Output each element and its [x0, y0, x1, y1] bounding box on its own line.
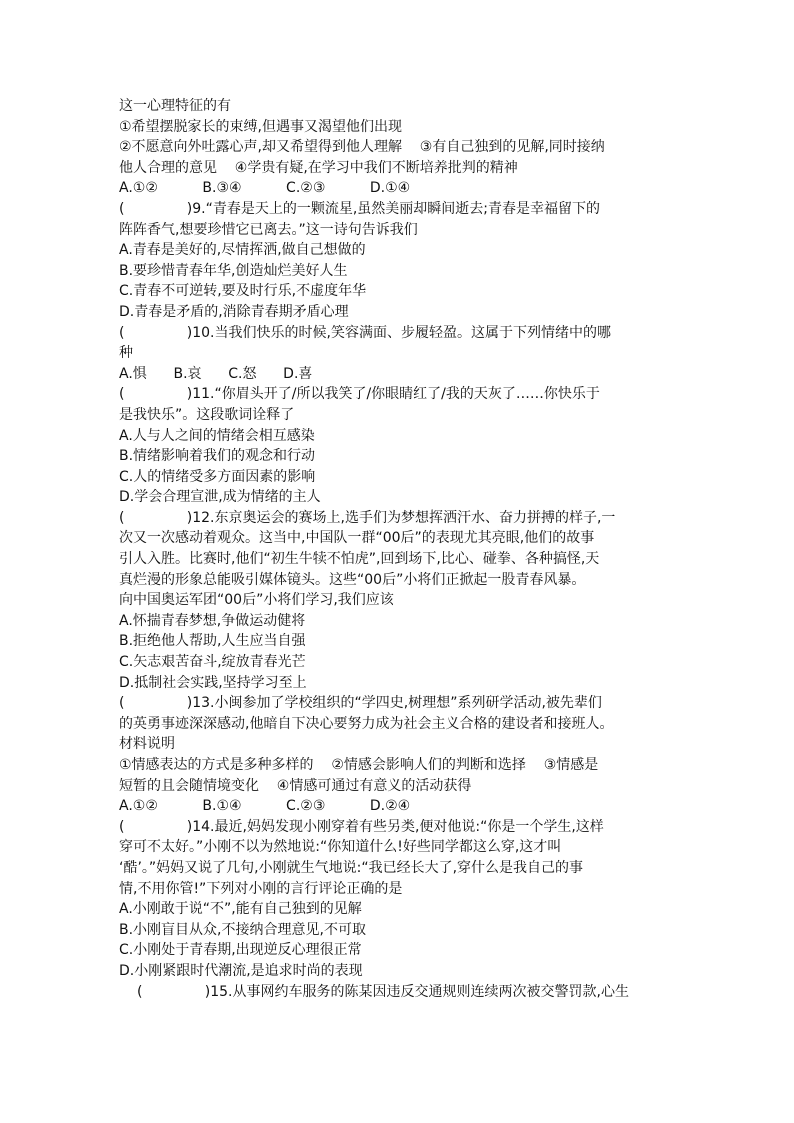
text-line: ‘酷’。”妈妈又说了几句,小刚就生气地说:“我已经长大了,穿什么是我自己的事: [119, 859, 584, 876]
text-line: C.青春不可逆转,要及时行乐,不虚度年华: [119, 283, 367, 300]
text-line: 这一心理特征的有: [119, 98, 231, 114]
text-line: C.小刚处于青春期,出现逆反心理很正常: [119, 942, 362, 959]
text-line: 的英勇事迹深深感动,他暗自下决心要努力成为社会主义合格的建设者和接班人。: [119, 715, 614, 732]
text-line: B.要珍惜青春年华,创造灿烂美好人生: [119, 262, 348, 279]
text-line: C.矢志艰苦奋斗,绽放青春光芒: [119, 654, 306, 671]
text-line: A.怀揣青春梦想,争做运动健将: [119, 612, 306, 629]
text-line: A.小刚敢于说“不”,能有自己独到的见解: [119, 901, 362, 918]
text-line: 向中国奥运军团“00后”小将们学习,我们应该: [119, 592, 394, 609]
text-line: 真烂漫的形象总能吸引媒体镜头。这些“00后”小将们正掀起一股青春风暴。: [119, 571, 586, 588]
text-line: D.小刚紧跟时代潮流,是追求时尚的表现: [119, 962, 363, 979]
text-line: ( )12.东京奥运会的赛场上,选手们为梦想挥洒汗水、奋力拼搏的样子,一: [119, 509, 616, 526]
text-line: ( )15.从事网约车服务的陈某因违反交通规则连续两次被交警罚款,心生: [137, 983, 629, 1000]
text-line: 穿可不太好。”小刚不以为然地说:“你知道什么!好些同学都这么穿,这才叫: [119, 839, 562, 856]
text-line: B.拒绝他人帮助,人生应当自强: [119, 633, 306, 650]
text-line: D.抵制社会实践,坚持学习至上: [119, 674, 307, 691]
text-line: A.①② B.①④ C.②③ D.②④: [119, 798, 411, 815]
text-line: B.小刚盲目从众,不接纳合理意见,不可取: [119, 921, 366, 938]
text-line: ②不愿意向外吐露心声,却又希望得到他人理解 ③有自己独到的见解,同时接纳: [119, 139, 605, 156]
text-line: ( )11.“你眉头开了/所以我笑了/你眼睛红了/我的天灰了……你快乐于: [119, 386, 600, 403]
text-line: 是我快乐”。这段歌词诠释了: [119, 406, 295, 423]
text-line: ( )9.“青春是天上的一颗流星,虽然美丽却瞬间逝去;青春是幸福留下的: [119, 200, 601, 217]
text-line: 材料说明: [119, 736, 175, 753]
text-line: D.青春是矛盾的,消除青春期矛盾心理: [119, 303, 349, 320]
text-line: A.青春是美好的,尽情挥洒,做自己想做的: [119, 242, 366, 259]
text-line: 情,不用你管!”下列对小刚的言行评论正确的是: [119, 880, 403, 897]
text-line: 引人入胜。比赛时,他们“初生牛犊不怕虎”,回到场下,比心、碰拳、各种搞怪,天: [119, 551, 600, 568]
text-line: 他人合理的意见 ④学贵有疑,在学习中我们不断培养批判的精神: [119, 159, 518, 176]
text-line: D.学会合理宣泄,成为情绪的主人: [119, 489, 321, 506]
text-line: A.①② B.③④ C.②③ D.①④: [119, 180, 411, 197]
text-line: ( )10.当我们快乐的时候,笑容满面、步履轻盈。这属于下列情绪中的哪: [119, 324, 611, 341]
text-line: 种: [119, 345, 133, 362]
text-line: ( )14.最近,妈妈发现小刚穿着有些另类,便对他说:“你是一个学生,这样: [119, 818, 604, 835]
text-line: 次又一次感动着观众。这当中,中国队一群“00后”的表现尤其亮眼,他们的故事: [119, 530, 595, 547]
text-line: ①希望摆脱家长的束缚,但遇事又渴望他们出现: [119, 118, 402, 135]
text-line: ①情感表达的方式是多种多样的 ②情感会影响人们的判断和选择 ③情感是: [119, 757, 599, 773]
text-line: C.人的情绪受多方面因素的影响: [119, 468, 316, 485]
text-line: 短暂的且会随情境变化 ④情感可通过有意义的活动获得: [119, 777, 472, 794]
text-line: B.情绪影响着我们的观念和行动: [119, 448, 316, 465]
document-body: [119, 96, 679, 1002]
text-line: ( )13.小闽参加了学校组织的“学四史,树理想”系列研学活动,被先辈们: [119, 695, 602, 712]
text-line: A.人与人之间的情绪会相互感染: [119, 427, 315, 444]
text-line: 阵阵香气,想要珍惜它已离去。”这一诗句告诉我们: [119, 221, 418, 238]
text-line: A.惧 B.哀 C.怒 D.喜: [119, 365, 313, 382]
